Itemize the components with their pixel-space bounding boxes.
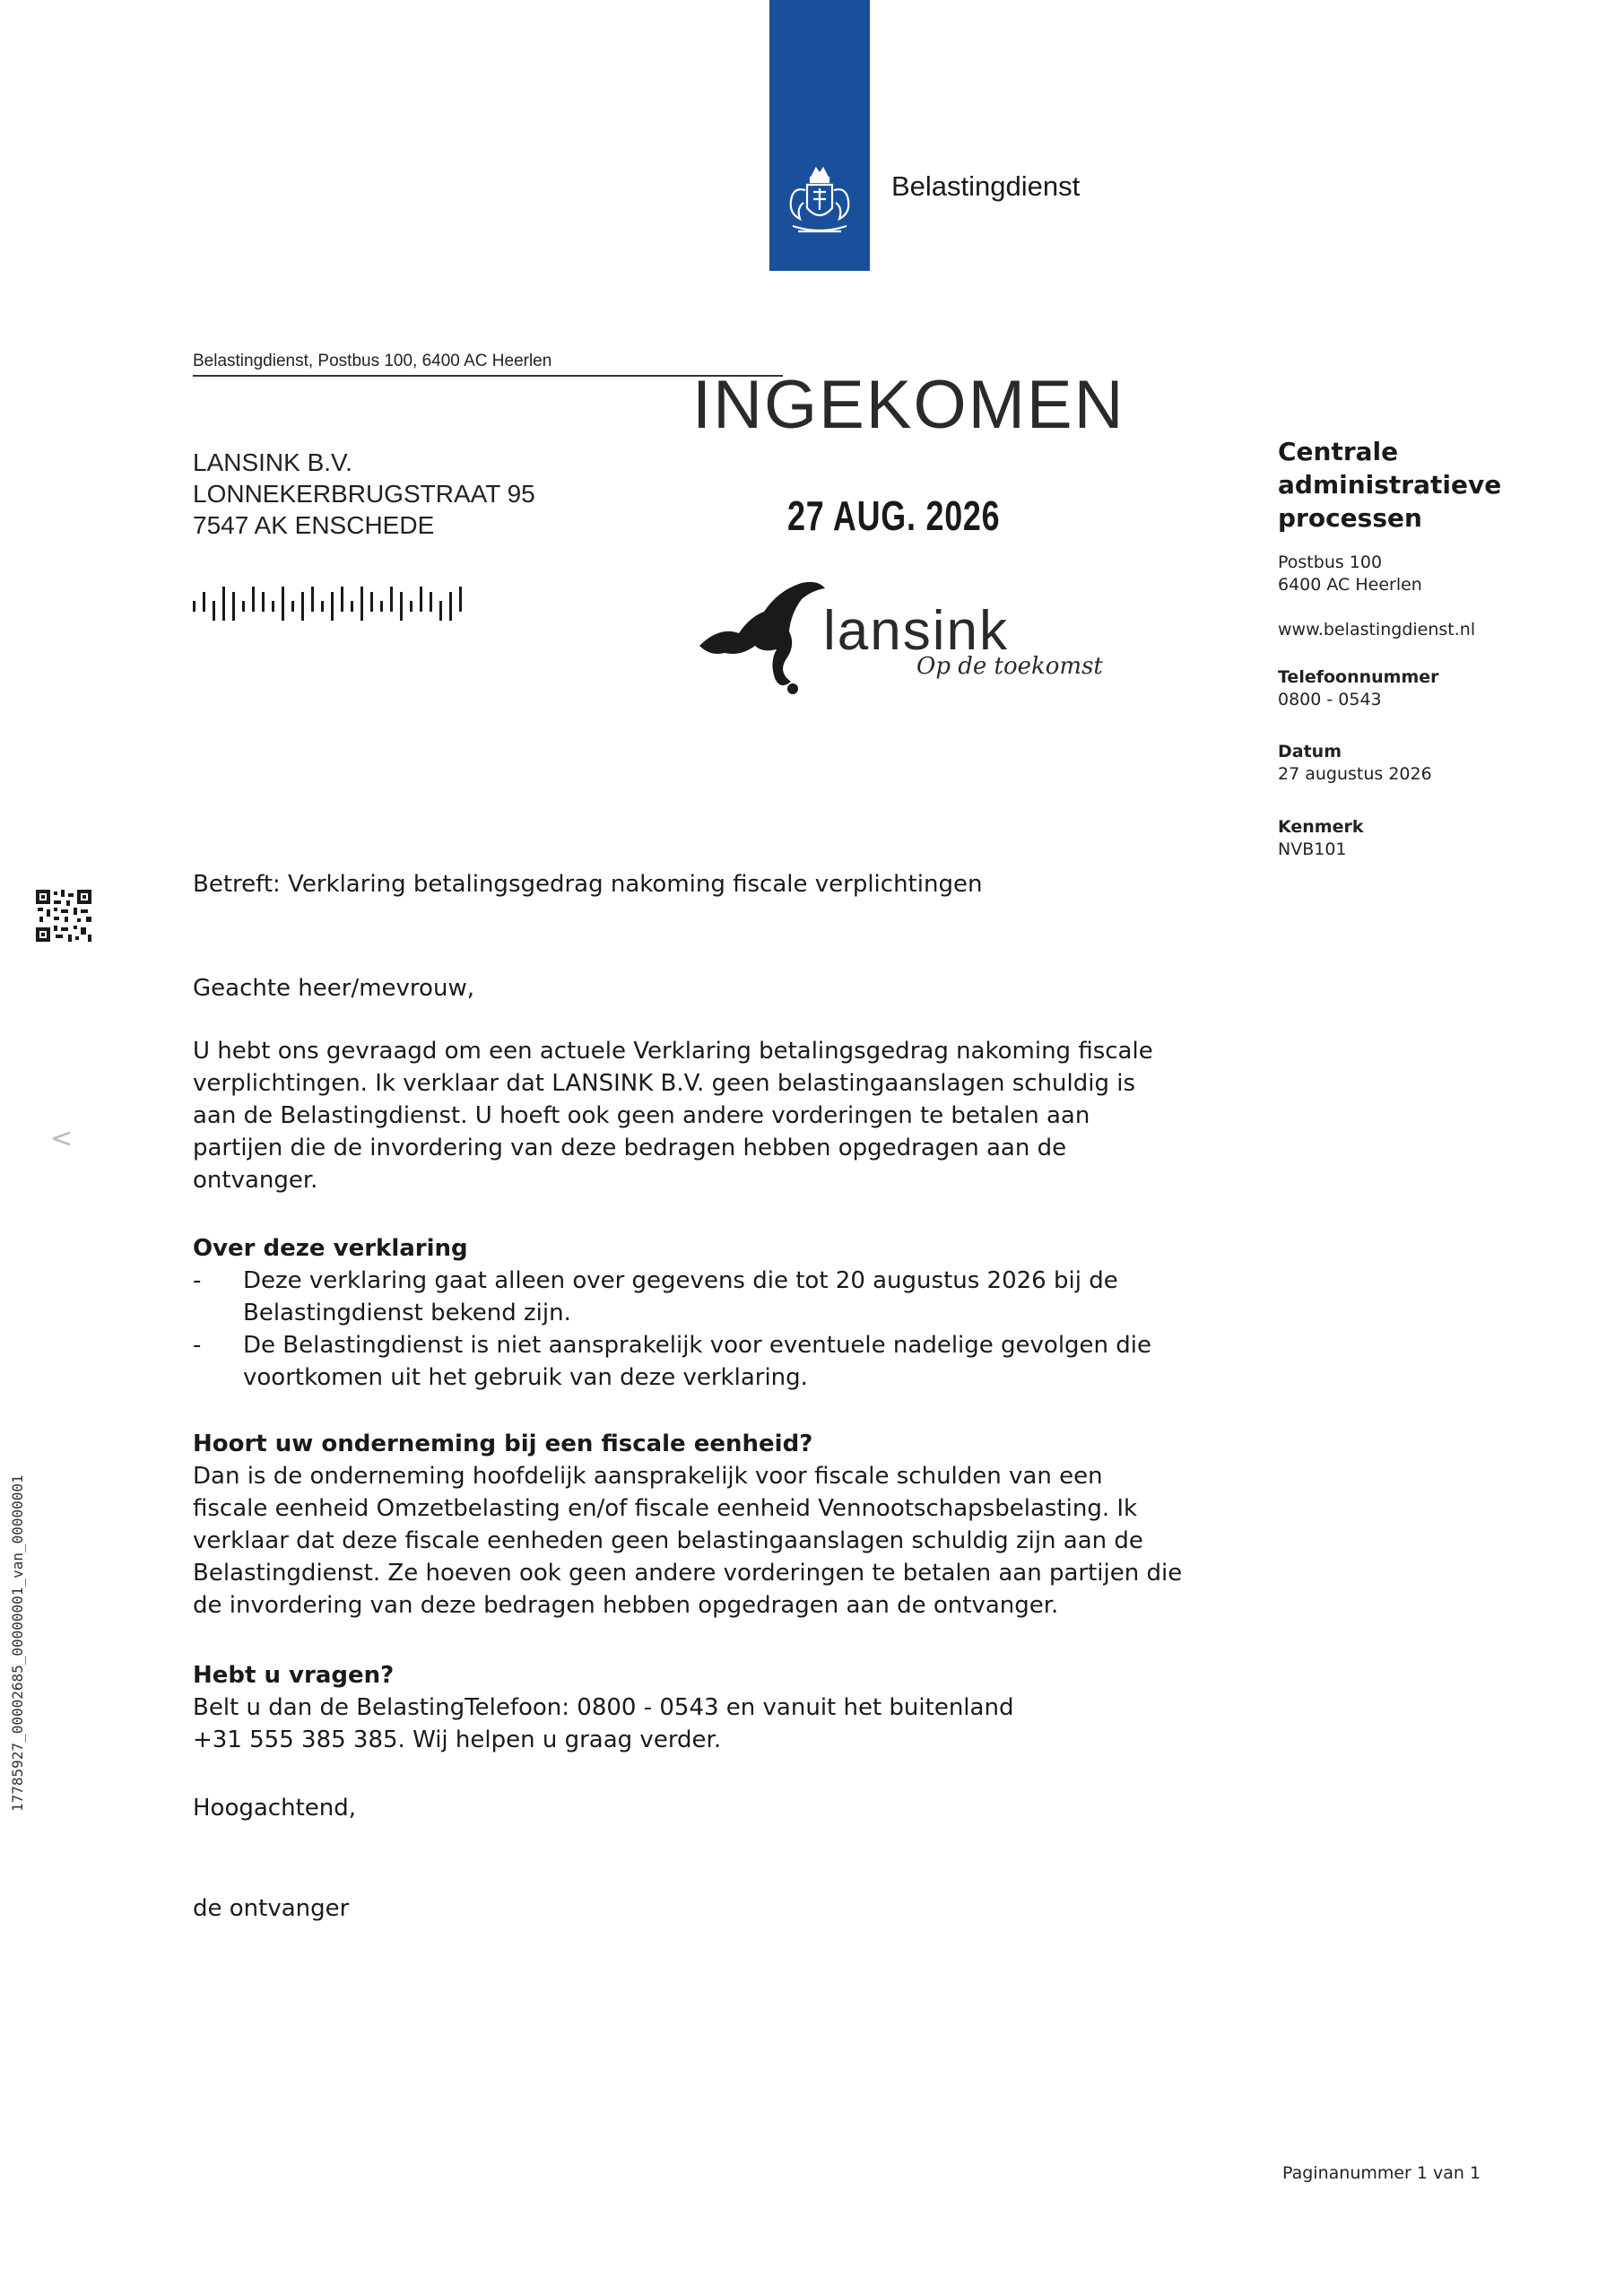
org-name: Belastingdienst — [891, 170, 1081, 202]
date-value: 27 augustus 2026 — [1278, 764, 1432, 784]
bullet-line: voortkomen uit het gebruik van deze verklaring. — [243, 1364, 808, 1391]
stamp-date: 27 AUG. 2026 — [787, 492, 1001, 539]
intro-line: U hebt ons gevraagd om een actuele Verklaring betalingsgedrag nakoming fiscale — [193, 1038, 1153, 1065]
logo-bar — [769, 0, 870, 271]
date-label: Datum — [1278, 742, 1342, 761]
bullet-item — [193, 1329, 1151, 1394]
postal-barcode — [193, 581, 471, 626]
department — [1278, 435, 1501, 535]
intro-line: aan de Belastingdienst. U hoeft ook geen andere vorderingen te betalen aan — [193, 1102, 1090, 1129]
sender-address-line: Belastingdienst, Postbus 100, 6400 AC Heerlen — [193, 352, 552, 370]
bullet-line: Deze verklaring gaat alleen over gegevens die tot 20 augustus 2026 bij de — [243, 1267, 1118, 1294]
intro-paragraph — [193, 1035, 1153, 1196]
bullet-item — [193, 1265, 1151, 1329]
address-line: Postbus 100 — [1278, 552, 1383, 572]
closing: Hoogachtend, — [193, 1795, 357, 1822]
department-line: administratieve — [1278, 470, 1502, 500]
stamp-slogan: Op de toekomst — [916, 653, 1103, 680]
intro-line: partijen die de invordering van deze bedragen hebben opgedragen aan de — [193, 1135, 1067, 1161]
paragraph-line: +31 555 385 385. Wij helpen u graag verder. — [193, 1726, 722, 1753]
recipient-line: LANSINK B.V. — [193, 448, 352, 476]
section-vragen — [193, 1659, 1013, 1756]
bullet-line: Belastingdienst bekend zijn. — [243, 1300, 571, 1326]
paragraph-line: Belt u dan de BelastingTelefoon: 0800 - 0543 en vanuit het buitenland — [193, 1694, 1014, 1721]
paragraph-line: verklaar dat deze fiscale eenheden geen belastingaanslagen schuldig zijn aan de — [193, 1527, 1143, 1554]
reference-label: Kenmerk — [1278, 817, 1364, 837]
paragraph-line: Belastingdienst. Ze hoeven ook geen andere vorderingen te betalen aan partijen die — [193, 1560, 1183, 1587]
phone-value: 0800 - 0543 — [1278, 690, 1382, 709]
bullet-line: De Belastingdienst is niet aansprakelijk voor eventuele nadelige gevolgen die — [243, 1332, 1152, 1359]
website-link[interactable]: www.belastingdienst.nl — [1278, 620, 1476, 639]
date-block — [1278, 741, 1432, 786]
recipient-address — [193, 447, 535, 541]
intro-line: verplichtingen. Ik verklaar dat LANSINK B.V. geen belastingaanslagen schuldig is — [193, 1070, 1135, 1097]
margin-mark: < — [50, 1123, 74, 1154]
stamp-brand: lansink — [823, 600, 1009, 662]
department-address — [1278, 552, 1422, 596]
phone-label: Telefoonnummer — [1278, 667, 1439, 687]
paragraph-line: fiscale eenheid Omzetbelasting en/of fiscale eenheid Vennootschapsbelasting. Ik — [193, 1495, 1138, 1522]
salutation: Geachte heer/mevrouw, — [193, 975, 474, 1002]
section-heading: Hebt u vragen? — [193, 1662, 395, 1689]
document-reference: 17785927_00002685_00000001_van_00000001 — [9, 1474, 26, 1812]
section-heading: Over deze verklaring — [193, 1235, 468, 1262]
section-verklaring — [193, 1232, 1151, 1394]
section-heading: Hoort uw onderneming bij een fiscale eenheid? — [193, 1431, 813, 1457]
paragraph-line: de invordering van deze bedragen hebben opgedragen aan de ontvanger. — [193, 1592, 1059, 1619]
subject-line: Betreft: Verklaring betalingsgedrag nakoming fiscale verplichtingen — [193, 871, 983, 898]
address-line: 6400 AC Heerlen — [1278, 575, 1422, 595]
reference-block — [1278, 816, 1364, 861]
recipient-line: 7547 AK ENSCHEDE — [193, 511, 435, 539]
paragraph-line: Dan is de onderneming hoofdelijk aansprakelijk voor fiscale schulden van een — [193, 1463, 1103, 1490]
department-line: Centrale — [1278, 437, 1399, 466]
phone-block — [1278, 666, 1439, 711]
bullet-dash: - — [193, 1267, 202, 1294]
coat-of-arms-icon — [780, 163, 859, 253]
section-fiscale-eenheid — [193, 1428, 1182, 1622]
recipient-line: LONNEKERBRUGSTRAAT 95 — [193, 480, 535, 508]
department-line: processen — [1278, 503, 1422, 533]
intro-line: ontvanger. — [193, 1167, 318, 1194]
page-number: Paginanummer 1 van 1 — [1282, 2163, 1481, 2183]
qr-code-icon — [36, 890, 91, 942]
bullet-dash: - — [193, 1332, 202, 1359]
signature: de ontvanger — [193, 1895, 350, 1922]
reference-value: NVB101 — [1278, 839, 1347, 859]
stamp-title: INGEKOMEN — [692, 367, 1125, 443]
